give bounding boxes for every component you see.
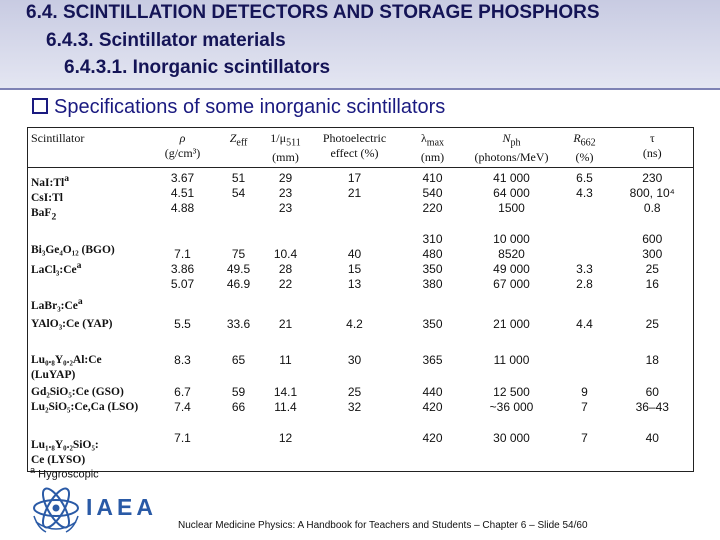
cell-density: 7.1 xyxy=(174,431,191,446)
cell-light-yield: 10 000 8520 49 000 xyxy=(493,232,530,277)
cell-decay-time: 40 xyxy=(645,431,659,446)
checkbox-bullet-icon xyxy=(32,98,48,114)
cell-photoelectric: 30 xyxy=(347,353,362,368)
cell-photoelectric: 13 xyxy=(347,277,362,292)
cell-light-yield: 41 000 64 000 1500 xyxy=(493,171,530,216)
cell-decay-time: 16 xyxy=(645,277,659,292)
cell-light-yield: 11 000 xyxy=(493,353,530,368)
cell-density: 5.5 xyxy=(174,317,191,332)
col-header-lambda: $\lambda_{max}$ (nm) xyxy=(400,128,466,168)
cell-name: Bi₃Ge₄O₁₂ (BGO) LaCl₃:Ce$^a$ xyxy=(31,243,115,276)
cell-decay-time: 60 36–43 xyxy=(635,385,669,415)
col-header-resolution: $R_{662}$ (%) xyxy=(558,128,612,168)
col-header-density: ρ (g/cm³) xyxy=(150,128,216,168)
cell-density: 7.1 3.86 xyxy=(170,247,195,277)
cell-density: 6.7 7.4 xyxy=(174,385,191,415)
cell-photoelectric xyxy=(310,427,400,472)
cell-attenuation: 11 xyxy=(279,353,292,368)
cell-decay-time: 600 300 25 xyxy=(642,232,663,277)
cell-zeff: 46.9 xyxy=(226,277,251,292)
cell-name: Lu₀.₈Y₀.₂Al:Ce (LuYAP) xyxy=(31,354,102,382)
cell-resolution: 3.3 xyxy=(576,262,593,277)
cell-light-yield: 21 000 xyxy=(493,317,530,332)
col-header-light-yield: $N_{ph}$ (photons/MeV) xyxy=(466,128,558,168)
subsection-title: 6.4.3.1. Inorganic scintillators xyxy=(64,57,331,78)
chapter-title: 6.4. SCINTILLATION DETECTORS AND STORAGE PHOSPHORS xyxy=(26,2,600,23)
col-header-attenuation: $1/\mu_{511}$ (mm) xyxy=(262,128,310,168)
cell-resolution: 7 xyxy=(581,431,588,446)
table-row xyxy=(28,353,694,385)
section-title: 6.4.3. Scintillator materials xyxy=(46,30,286,51)
col-header-decay-time: τ (ns) xyxy=(612,128,694,168)
cell-attenuation: 14.1 11.4 xyxy=(273,385,298,415)
cell-lambda: 410 540 220 xyxy=(422,171,443,216)
table-header-row xyxy=(28,128,694,168)
table-row xyxy=(28,385,694,427)
slide-footer: Nuclear Medicine Physics: A Handbook for Teachers and Students – Chapter 6 – Slide 54/60 xyxy=(178,520,588,531)
cell-light-yield: 67 000 xyxy=(493,277,530,292)
col-header-photoelectric: Photoelectric effect (%) xyxy=(310,128,400,168)
cell-lambda: 420 xyxy=(422,431,443,446)
col-header-zeff: $Z_{eff}$ xyxy=(216,128,262,168)
cell-name: NaI:Tl$^a$ CsI:Tl BaF$_2$ xyxy=(31,173,70,223)
cell-zeff: 59 66 xyxy=(231,385,246,415)
cell-decay-time: 25 xyxy=(645,317,659,332)
cell-photoelectric: 17 21 xyxy=(347,171,362,201)
cell-photoelectric: 4.2 xyxy=(346,317,363,332)
cell-attenuation: 10.4 28 xyxy=(273,247,298,277)
cell-attenuation: 12 xyxy=(278,431,293,446)
cell-lambda: 440 420 xyxy=(422,385,443,415)
cell-lambda: 350 xyxy=(422,317,443,332)
cell-lambda: 310 480 350 xyxy=(422,232,443,277)
table-row xyxy=(28,168,694,233)
cell-name: LaBr₃:Ce$^a$ xyxy=(31,295,83,312)
table-row xyxy=(28,232,694,277)
cell-lambda: 380 xyxy=(422,277,443,292)
cell-name: Gd₂SiO₅:Ce (GSO) Lu₂SiO₅:Ce,Ca (LSO) xyxy=(31,386,139,414)
cell-light-yield: 12 500 ~36 000 xyxy=(489,385,534,415)
cell-lambda: 365 xyxy=(422,353,443,368)
cell-attenuation: 21 xyxy=(278,317,293,332)
table-footnote: $^a$ Hygroscopic xyxy=(30,465,99,481)
cell-light-yield: 30 000 xyxy=(493,431,530,446)
slide-subtitle xyxy=(32,96,445,119)
cell-resolution xyxy=(558,353,612,385)
cell-zeff: 33.6 xyxy=(226,317,251,332)
col-header-scintillator: Scintillator xyxy=(28,128,150,168)
cell-density: 3.67 4.51 4.88 xyxy=(170,171,195,216)
scintillator-spec-table xyxy=(27,127,694,472)
cell-photoelectric: 25 32 xyxy=(347,385,362,415)
cell-decay-time: 18 xyxy=(645,353,659,368)
cell-resolution: 2.8 xyxy=(576,277,593,292)
cell-zeff: 65 xyxy=(231,353,246,368)
cell-name: Lu₁.₈Y₀.₂SiO₅: Ce (LYSO) xyxy=(31,439,99,467)
subtitle-text: Specifications of some inorganic scintillators xyxy=(54,96,446,118)
cell-name: YAlO₃:Ce (YAP) xyxy=(31,318,113,331)
cell-photoelectric: 40 15 xyxy=(347,247,362,277)
cell-density: 5.07 xyxy=(170,277,195,292)
table-row xyxy=(28,317,694,353)
cell-density: 8.3 xyxy=(174,353,191,368)
slide-header xyxy=(0,0,720,90)
table-row xyxy=(28,427,694,472)
cell-resolution: 6.5 4.3 xyxy=(576,171,593,201)
cell-resolution: 4.4 xyxy=(576,317,593,332)
cell-resolution: 9 7 xyxy=(581,385,588,415)
cell-zeff: 75 49.5 xyxy=(226,247,251,277)
cell-attenuation: 22 xyxy=(278,277,293,292)
cell-zeff xyxy=(216,427,262,472)
iaea-logo-text: IAEA xyxy=(86,494,157,520)
cell-decay-time: 230 800, 10⁴ 0.8 xyxy=(629,171,675,216)
cell-attenuation: 29 23 23 xyxy=(278,171,293,216)
table-row xyxy=(28,277,694,317)
cell-zeff: 51 54 xyxy=(231,171,246,201)
